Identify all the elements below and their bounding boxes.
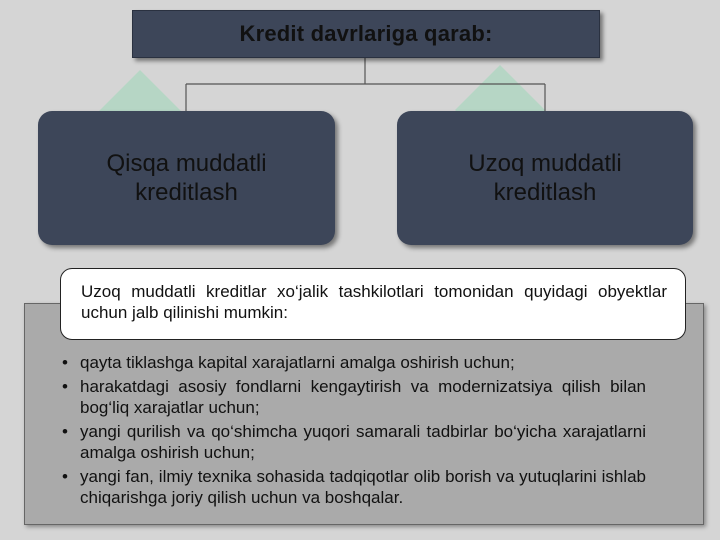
diagram-title: Kredit davrlariga qarab: [239,21,493,46]
bullet-icon: • [62,353,68,372]
list-item-text: yangi qurilish va qo‘shimcha yuqori samarali tadbirlar bo‘yicha xarajatlarni amalga oshirish uchun; [80,422,646,462]
bullet-icon: • [62,377,68,396]
intro-callout [60,268,686,340]
list-item-text: qayta tiklashga kapital xarajatlarni amalga oshirish uchun; [80,353,515,372]
intro-text: Uzoq muddatli kreditlar xo‘jalik tashkilotlari tomonidan quyidagi obyektlar uchun jalb qilinishi mumkin: [81,282,667,322]
list-item-text: yangi fan, ilmiy texnika sohasida tadqiqotlar olib borish va yutuqlarini ishlab chiqarishga joriy qilish uchun va boshqalar. [80,467,646,507]
branch-label: Qisqa muddatli kreditlash [106,150,267,206]
list-item [62,466,646,508]
list-item [62,352,646,373]
bullet-icon: • [62,422,68,441]
list-item-text: harakatdagi asosiy fondlarni kengaytirish va modernizatsiya qilish bilan bog‘liq xarajatlar uchun; [80,377,646,417]
objects-list [62,352,646,511]
branch-short-term [38,111,335,245]
bullet-icon: • [62,467,68,486]
branch-label: Uzoq muddatli kreditlash [468,150,622,206]
title-box [132,10,600,58]
list-item [62,376,646,418]
branch-long-term [397,111,693,245]
list-item [62,421,646,463]
